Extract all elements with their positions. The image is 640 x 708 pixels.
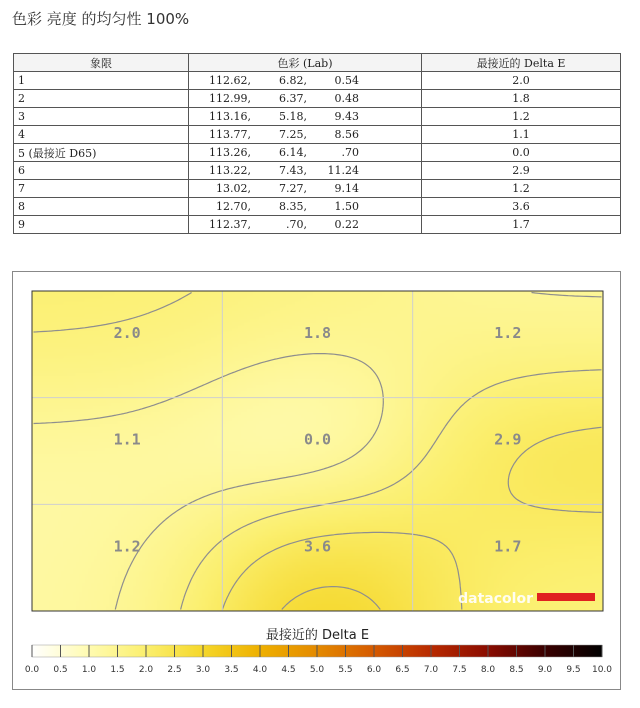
lab-b-value: 11.24 (327, 164, 359, 177)
lab-cell (189, 72, 422, 90)
lab-cell (189, 90, 422, 108)
colorbar-tick-label: 1.0 (81, 665, 97, 675)
lab-a-value: 7.43, (279, 164, 307, 177)
lab-a-value: 6.37, (279, 92, 307, 105)
lab-b-value: 0.22 (334, 218, 359, 231)
colorbar-tick-label: 4.0 (252, 665, 268, 675)
quadrant-cell: 9 (14, 216, 189, 234)
table-row (14, 180, 621, 198)
lab-l-value: 112.99, (209, 92, 251, 105)
lab-cell (189, 108, 422, 126)
delta-e-cell: 1.8 (422, 90, 621, 108)
lab-table (13, 53, 621, 234)
quadrant-cell: 5 (最接近 D65) (14, 144, 189, 162)
lab-b-value: 9.14 (334, 182, 359, 195)
colorbar-tick-label: 5.5 (338, 665, 353, 675)
colorbar-title: 最接近的 Delta E (265, 628, 370, 643)
cell-value-label: 1.8 (303, 324, 332, 342)
quadrant-cell: 3 (14, 108, 189, 126)
lab-cell (189, 180, 422, 198)
delta-e-cell: 2.0 (422, 72, 621, 90)
lab-a-value: .70, (286, 218, 307, 231)
lab-a-value: 8.35, (279, 200, 307, 213)
quadrant-cell: 2 (14, 90, 189, 108)
colorbar-tick-label: 6.0 (366, 665, 382, 675)
lab-l-value: 113.77, (209, 128, 251, 141)
table-row (14, 90, 621, 108)
table-body (14, 72, 621, 234)
cell-value-label: 0.0 (303, 430, 332, 449)
lab-l-value: 113.26, (209, 146, 251, 159)
table-row (14, 144, 621, 162)
delta-e-cell: 1.2 (422, 108, 621, 126)
table-row (14, 126, 621, 144)
table-row (14, 162, 621, 180)
lab-b-value: .70 (341, 146, 359, 159)
table-row (14, 72, 621, 90)
table-row (14, 216, 621, 234)
quadrant-cell: 1 (14, 72, 189, 90)
colorbar-tick-label: 3.5 (224, 665, 239, 675)
lab-b-value: 1.50 (334, 200, 359, 213)
header-delta-e: 最接近的 Delta E (422, 54, 621, 72)
colorbar-tick-label: 7.5 (452, 665, 467, 675)
delta-e-cell: 2.9 (422, 162, 621, 180)
quadrant-cell: 8 (14, 198, 189, 216)
uniformity-heatmap (13, 272, 620, 689)
header-lab: 色彩 (Lab) (189, 54, 422, 72)
delta-e-cell: 1.2 (422, 180, 621, 198)
datacolor-logo-bar (537, 593, 595, 601)
quadrant-cell: 6 (14, 162, 189, 180)
datacolor-logo: datacolor (458, 591, 533, 607)
colorbar-tick-label: 8.5 (509, 665, 524, 675)
lab-l-value: 113.16, (209, 110, 251, 123)
lab-b-value: 0.54 (334, 74, 359, 87)
cell-value-label: 2.9 (494, 430, 522, 449)
lab-cell (189, 126, 422, 144)
lab-l-value: 12.70, (216, 200, 251, 213)
uniformity-panel (12, 271, 621, 690)
lab-b-value: 8.56 (334, 128, 359, 141)
table-row (14, 108, 621, 126)
colorbar-tick-label: 4.5 (281, 665, 296, 675)
lab-cell (189, 162, 422, 180)
colorbar-tick-label: 6.5 (395, 665, 410, 675)
delta-e-cell: 0.0 (422, 144, 621, 162)
lab-b-value: 9.43 (334, 110, 359, 123)
colorbar-tick-label: 8.0 (480, 665, 496, 675)
table-header-row (14, 54, 621, 72)
cell-value-label: 3.6 (303, 537, 332, 556)
lab-a-value: 7.27, (279, 182, 307, 195)
lab-cell (189, 144, 422, 162)
lab-a-value: 6.14, (279, 146, 307, 159)
cell-value-label: 1.2 (113, 537, 141, 556)
colorbar-tick-label: 0.5 (53, 665, 68, 675)
lab-a-value: 5.18, (279, 110, 307, 123)
colorbar-tick-label: 2.5 (167, 665, 182, 675)
delta-e-cell: 3.6 (422, 198, 621, 216)
cell-value-label: 1.1 (113, 430, 141, 449)
lab-cell (189, 216, 422, 234)
lab-l-value: 112.37, (209, 218, 251, 231)
header-quadrant: 象限 (14, 54, 189, 72)
page-title: 色彩 亮度 的均匀性 100% (12, 10, 190, 28)
colorbar-tick-label: 5.0 (309, 665, 325, 675)
colorbar-tick-label: 9.5 (566, 665, 581, 675)
colorbar-tick-label: 9.0 (537, 665, 553, 675)
lab-l-value: 113.22, (209, 164, 251, 177)
lab-b-value: 0.48 (334, 92, 359, 105)
delta-e-cell: 1.7 (422, 216, 621, 234)
colorbar-tick-label: 3.0 (195, 665, 211, 675)
lab-a-value: 7.25, (279, 128, 307, 141)
colorbar-tick-label: 10.0 (591, 665, 613, 675)
colorbar-tick-label: 7.0 (423, 665, 439, 675)
lab-a-value: 6.82, (279, 74, 307, 87)
colorbar-tick-label: 2.0 (138, 665, 154, 675)
lab-l-value: 13.02, (216, 182, 251, 195)
delta-e-cell: 1.1 (422, 126, 621, 144)
colorbar-tick-label: 0.0 (24, 665, 40, 675)
lab-l-value: 112.62, (209, 74, 251, 87)
lab-cell (189, 198, 422, 216)
colorbar-ticks (32, 645, 602, 657)
colorbar-tick-label: 1.5 (110, 665, 125, 675)
table-row (14, 198, 621, 216)
cell-value-label: 2.0 (113, 324, 141, 342)
quadrant-cell: 4 (14, 126, 189, 144)
cell-value-label: 1.2 (494, 324, 522, 342)
quadrant-cell: 7 (14, 180, 189, 198)
cell-value-label: 1.7 (494, 537, 522, 556)
